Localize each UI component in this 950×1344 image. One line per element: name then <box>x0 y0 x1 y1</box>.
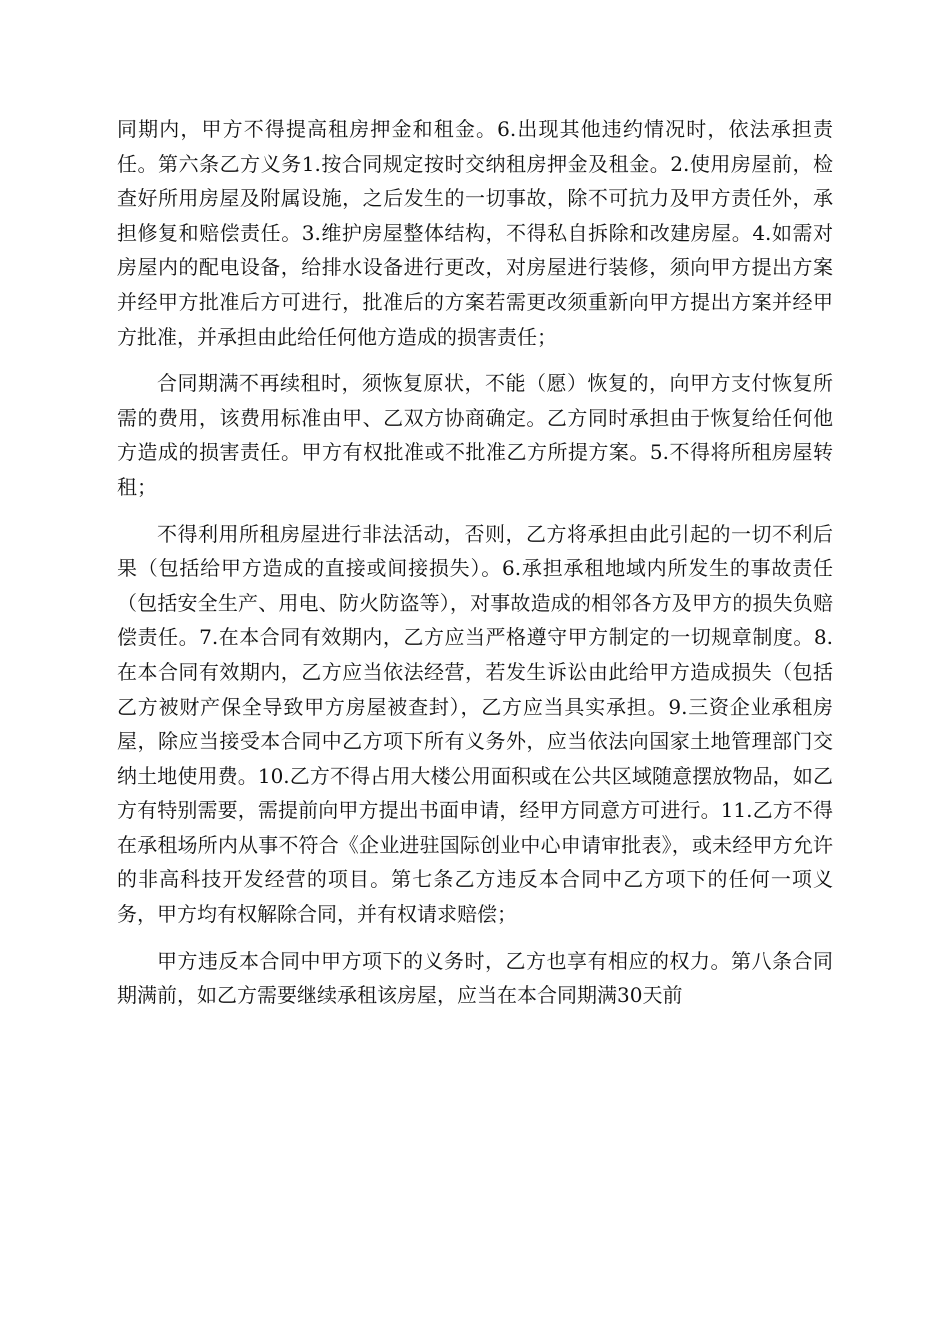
paragraph-4: 甲方违反本合同中甲方项下的义务时，乙方也享有相应的权力。第八条合同期满前，如乙方需要继续承租该房屋，应当在本合同期满30天前 <box>117 948 833 1008</box>
document-body <box>117 112 833 1025</box>
paragraph-2: 合同期满不再续租时，须恢复原状，不能（愿）恢复的，向甲方支付恢复所需的费用，该费用标准由甲、乙双方协商确定。乙方同时承担由于恢复给任何他方造成的损害责任。甲方有权批准或不批准乙方所提方案。5.不得将所租房屋转租； <box>117 371 833 499</box>
paragraph-1: 同期内，甲方不得提高租房押金和租金。6.出现其他违约情况时，依法承担责任。第六条乙方义务1.按合同规定按时交纳租房押金及租金。2.使用房屋前，检查好所用房屋及附属设施，之后发生的一切事故，除不可抗力及甲方责任外，承担修复和赔偿责任。3.维护房屋整体结构，不得私自拆除和改建房屋。4.如需对房屋内的配电设备，给排水设备进行更改，对房屋进行装修，须向甲方提出方案并经甲方批准后方可进行，批准后的方案若需更改须重新向甲方提出方案并经甲方批准，并承担由此给任何他方造成的损害责任； <box>117 117 833 349</box>
paragraph-3: 不得利用所租房屋进行非法活动，否则，乙方将承担由此引起的一切不利后果（包括给甲方造成的直接或间接损失）。6.承担承租地域内所发生的事故责任（包括安全生产、用电、防火防盗等），对事故造成的相邻各方及甲方的损失负赔偿责任。7.在本合同有效期内，乙方应当严格遵守甲方制定的一切规章制度。8.在本合同有效期内，乙方应当依法经营，若发生诉讼由此给甲方造成损失（包括乙方被财产保全导致甲方房屋被查封），乙方应当具实承担。9.三资企业承租房屋，除应当接受本合同中乙方项下所有义务外，应当依法向国家土地管理部门交纳土地使用费。10.乙方不得占用大楼公用面积或在公共区域随意摆放物品，如乙方有特别需要，需提前向甲方提出书面申请，经甲方同意方可进行。11.乙方不得在承租场所内从事不符合《企业进驻国际创业中心申请审批表》，或未经甲方允许的非高科技开发经营的项目。第七条乙方违反本合同中乙方项下的任何一项义务，甲方均有权解除合同，并有权请求赔偿； <box>117 521 833 927</box>
